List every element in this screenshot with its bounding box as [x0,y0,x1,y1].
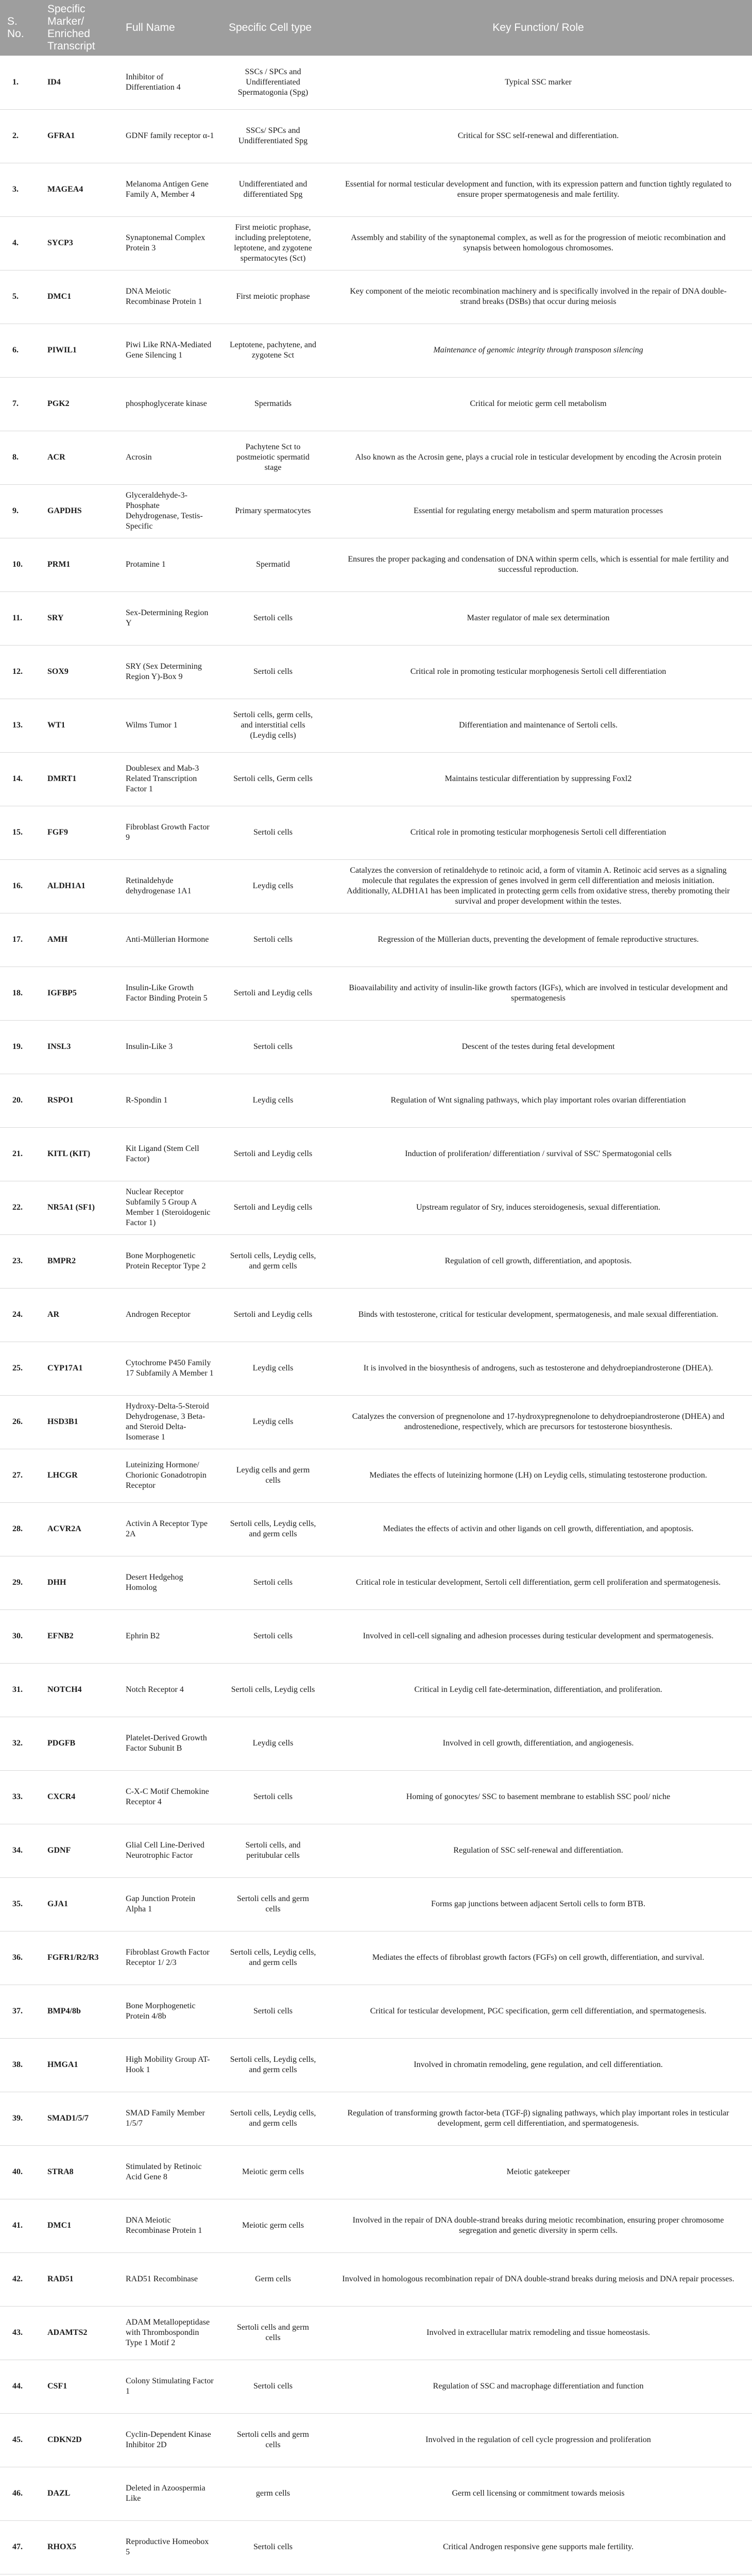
full-name: Anti-Müllerian Hormone [126,935,209,944]
row-number: 33. [12,1792,23,1801]
full-name: R-Spondin 1 [126,1096,168,1105]
full-name: ADAM Metallopeptidase with Thrombospondin Type 1 Motif 2 [126,2318,210,2347]
full-name: C-X-C Motif Chemokine Receptor 4 [126,1787,209,1806]
key-function: Typical SSC marker [505,77,572,87]
header-row [0,0,752,56]
marker-symbol [40,2574,118,2576]
table-row [0,1395,752,1449]
table-row [0,752,752,806]
table-row [0,431,752,484]
table-row [0,699,752,752]
table-row [0,2360,752,2413]
full-name: Androgen Receptor [126,1310,191,1319]
cell-type: Sertoli and Leydig cells [233,1149,313,1158]
row-number: 36. [12,1953,23,1962]
key-function: Catalyzes the conversion of retinaldehyde to retinoic acid, a form of vitamin A. Retinoic acid serves as a signaling molecule that regulates the expression of genes involved in germ cell differentiation and meiosis initiation. Additionally, ALDH1A1 has been implicated in protecting germ cells from oxidative stress, thereby promoting their survival and proper development within the testes. [347,866,730,906]
cell-type: Sertoli cells, Leydig cells, and germ cells [230,1519,316,1538]
marker-symbol: MAGEA4 [47,185,83,194]
full-name: Colony Stimulating Factor 1 [126,2377,214,2396]
row-number: 46. [12,2489,23,2498]
marker-symbol: BMP4/8b [47,2007,81,2015]
full-name: DNA Meiotic Recombinase Protein 1 [126,287,202,306]
key-function: Critical role in promoting testicular morphogenesis Sertoli cell differentiation [410,828,666,837]
table-row [0,645,752,699]
key-function: It is involved in the biosynthesis of androgens, such as testosterone and dehydroepiandrosterone (DHEA). [363,1364,713,1372]
full-name: Sex-Determining Region Y [126,608,209,628]
cell-type: Meiotic germ cells [242,2221,304,2230]
row-number: 22. [12,1203,23,1212]
header-key-function: Key Function/ Role [492,22,584,33]
key-function: Involved in cell growth, differentiation, and angiogenesis. [442,1739,634,1748]
cell-type: First meiotic prophase, including preleptotene, leptotene, and zygotene spermatocytes (Sct) [234,223,312,263]
row-number: 20. [12,1096,23,1105]
cell-type: Sertoli cells [253,667,293,676]
table-row [0,2252,752,2306]
marker-symbol: ACR [47,453,65,462]
cell-type: Sertoli cells [253,935,293,944]
cell-type: Spermatid [256,560,290,569]
cell-type: Sertoli cells, Leydig cells, and germ cells [230,1251,316,1270]
table-row [0,2038,752,2092]
marker-symbol: GJA1 [47,1900,68,1908]
full-name: Notch Receptor 4 [126,1685,184,1694]
cell-type [221,2574,324,2576]
cell-type: Sertoli and Leydig cells [233,989,313,997]
cell-type: Sertoli cells, Leydig cells, and germ cells [230,2109,316,2128]
table-row [0,1824,752,1877]
marker-symbol: IGFBP5 [47,989,77,997]
cell-type: SSCs/ SPCs and Undifferentiated Spg [238,126,308,145]
key-function: Critical for SSC self-renewal and differentiation. [457,131,619,140]
marker-symbol: CDKN2D [47,2435,82,2444]
marker-symbol: RAD51 [47,2275,74,2283]
marker-symbol: DMC1 [47,292,72,301]
cell-type: First meiotic prophase [236,292,310,301]
full-name: DNA Meiotic Recombinase Protein 1 [126,2216,202,2235]
row-number: 35. [12,1900,23,1908]
cell-type: Leydig cells [252,1739,294,1748]
key-function: Regulation of cell growth, differentiation, and apoptosis. [445,1257,632,1265]
cell-type: Sertoli cells, Leydig cells [231,1685,315,1694]
marker-symbol: BMPR2 [47,1257,76,1265]
full-name: Acrosin [126,453,152,462]
cell-type: Undifferentiated and differentiated Spg [238,180,307,199]
table-row [0,967,752,1020]
table-row [0,591,752,645]
key-function: Regulation of Wnt signaling pathways, which play important roles ovarian differentiation [390,1096,686,1105]
key-function: Involved in extracellular matrix remodeling and tissue homeostasis. [426,2328,650,2337]
row-number: 30. [12,1632,23,1640]
full-name: Desert Hedgehog Homolog [126,1573,183,1592]
row-number: 2. [12,131,19,140]
table-row [0,1288,752,1342]
marker-symbol: HMGA1 [47,2060,78,2069]
key-function: Critical in Leydig cell fate-determination, differentiation, and proliferation. [414,1685,662,1694]
row-number: 24. [12,1310,23,1319]
cell-type: Leydig cells [252,1417,294,1426]
table-row [0,324,752,377]
key-function: Critical for testicular development, PGC specification, germ cell differentiation, and spermatogenesis. [370,2007,707,2015]
full-name: Cyclin-Dependent Kinase Inhibitor 2D [126,2430,211,2449]
cell-type: Sertoli cells, Leydig cells, and germ cells [230,2055,316,2074]
cell-type: SSCs / SPCs and Undifferentiated Spermatogonia (Spg) [237,67,309,97]
marker-symbol: SOX9 [47,667,69,676]
key-function: Involved in homologous recombination repair of DNA double-strand breaks during meiosis and DNA repair processes. [342,2275,734,2283]
key-function [324,2574,752,2576]
row-number: 41. [12,2221,23,2230]
full-name: Fibroblast Growth Factor 9 [126,823,210,842]
row-number: 12. [12,667,23,676]
full-name: Activin A Receptor Type 2A [126,1519,208,1538]
table-row [0,216,752,270]
row-number: 4. [12,239,19,247]
key-function: Critical Androgen responsive gene supports male fertility. [443,2543,634,2551]
marker-symbol: GAPDHS [47,506,82,515]
table-row [0,2413,752,2467]
key-function: Bioavailability and activity of insulin-like growth factors (IGFs), which are involved in testicular development and spermatogenesis [349,984,728,1003]
cell-type: Sertoli cells and germ cells [237,2430,309,2449]
table-row [0,1877,752,1931]
key-function: Regulation of transforming growth factor-beta (TGF-β) signaling pathways, which play important roles in testicular development, germ cell differentiation, and spermatogenesis. [347,2109,729,2128]
marker-symbol: HSD3B1 [47,1417,78,1426]
cell-type: Sertoli cells [253,828,293,837]
table-row [0,1020,752,1074]
full-name: RAD51 Recombinase [126,2275,198,2283]
cell-type: Sertoli cells [253,614,293,622]
marker-symbol: ACVR2A [47,1524,81,1533]
key-function: Meiotic gatekeeper [506,2167,570,2176]
cell-type: Sertoli cells, Germ cells [233,774,313,783]
full-name: High Mobility Group AT-Hook 1 [126,2055,210,2074]
cell-type: Sertoli cells [253,2382,293,2391]
table-row [0,2467,752,2520]
table-row [0,1502,752,1556]
row-number: 23. [12,1257,23,1265]
row-number: 11. [12,614,23,622]
table-row [0,2306,752,2360]
cell-type: Germ cells [255,2275,291,2283]
table-header [0,0,752,56]
marker-symbol: EFNB2 [47,1632,74,1640]
row-number: 5. [12,292,19,301]
full-name: Fibroblast Growth Factor Receptor 1/ 2/3 [126,1948,210,1967]
full-name: Luteinizing Hormone/ Chorionic Gonadotropin Receptor [126,1461,207,1490]
row-number: 34. [12,1846,23,1855]
table-row [0,2520,752,2574]
row-number: 32. [12,1739,23,1748]
full-name: Retinaldehyde dehydrogenase 1A1 [126,876,192,895]
cell-type: Primary spermatocytes [235,506,311,515]
full-name: Insulin-Like Growth Factor Binding Protein 5 [126,984,208,1003]
table-row [0,2092,752,2145]
key-function: Involved in cell-cell signaling and adhesion processes during testicular development and spermatogenesis. [363,1632,714,1640]
table-row [0,163,752,216]
key-function: Homing of gonocytes/ SSC to basement membrane to establish SSC pool/ niche [406,1792,671,1801]
full-name: Glial Cell Line-Derived Neurotrophic Factor [126,1841,204,1860]
table-row [0,1127,752,1181]
full-name: Doublesex and Mab-3 Related Transcription Factor 1 [126,764,199,793]
table-row [0,1985,752,2038]
table-row [0,2574,752,2576]
row-number: 25. [12,1364,23,1372]
table-row [0,806,752,859]
key-function: Catalyzes the conversion of pregnenolone and 17-hydroxypregnenolone to dehydroepiandrosterone (DHEA) and androstenedione, respectively, which are precursors for testosterone biosynthesis. [352,1412,725,1431]
row-number: 28. [12,1524,23,1533]
cell-type: Sertoli cells [253,2543,293,2551]
marker-symbol: DHH [47,1578,66,1587]
key-function: Mediates the effects of fibroblast growth factors (FGFs) on cell growth, differentiation, and survival. [372,1953,705,1962]
full-name: Bone Morphogenetic Protein 4/8b [126,2002,196,2021]
full-name [118,2574,221,2576]
marker-symbol: SRY [47,614,64,622]
marker-symbol: WT1 [47,721,65,730]
key-function: Regulation of SSC self-renewal and differentiation. [453,1846,623,1855]
marker-symbol: FGFR1/R2/R3 [47,1953,99,1962]
marker-symbol: NR5A1 (SF1) [47,1203,95,1212]
table-row [0,1234,752,1288]
marker-symbol: DAZL [47,2489,71,2498]
table-row [0,109,752,163]
table-row [0,913,752,967]
cell-type: Spermatids [254,399,292,408]
key-function: Mediates the effects of luteinizing hormone (LH) on Leydig cells, stimulating testosterone production. [369,1471,707,1480]
row-number: 27. [12,1471,23,1480]
key-function: Master regulator of male sex determination [467,614,610,622]
marker-symbol: GDNF [47,1846,71,1855]
key-function: Maintenance of genomic integrity through transposon silencing [433,346,643,354]
full-name: GDNF family receptor α-1 [126,131,214,140]
key-function: Involved in chromatin remodeling, gene regulation, and cell differentiation. [414,2060,663,2069]
row-number: 31. [12,1685,23,1694]
table-row [0,270,752,324]
table-row [0,1556,752,1609]
row-number: 8. [12,453,19,462]
key-function: Key component of the meiotic recombination machinery and is specifically involved in the repair of DNA double-strand breaks (DSBs) that occur during meiosis [350,287,727,306]
table-row [0,538,752,591]
table-row [0,1609,752,1663]
full-name: Stimulated by Retinoic Acid Gene 8 [126,2162,202,2181]
full-name: SRY (Sex Determining Region Y)-Box 9 [126,662,202,681]
cell-type: Meiotic germ cells [242,2167,304,2176]
cell-type: Sertoli cells [253,1632,293,1640]
marker-symbol: CYP17A1 [47,1364,83,1372]
row-number: 10. [12,560,23,569]
key-function: Upstream regulator of Sry, induces steroidogenesis, sexual differentiation. [416,1203,661,1212]
row-number: 6. [12,346,19,354]
marker-symbol: SYCP3 [47,239,73,247]
table-row [0,1342,752,1395]
key-function: Germ cell licensing or commitment towards meiosis [452,2489,625,2498]
table-row [0,2199,752,2252]
marker-symbol: FGF9 [47,828,68,837]
row-number: 13. [12,721,23,730]
marker-symbol: GFRA1 [47,131,75,140]
full-name: SMAD Family Member 1/5/7 [126,2109,205,2128]
key-function: Critical role in testicular development, Sertoli cell differentiation, germ cell proliferation and spermatogenesis. [355,1578,721,1587]
key-function: Critical role in promoting testicular morphogenesis Sertoli cell differentiation [410,667,666,676]
key-function: Critical for meiotic germ cell metabolism [470,399,607,408]
table-row [0,1931,752,1985]
full-name: Protamine 1 [126,560,166,569]
marker-symbol: DMC1 [47,2221,72,2230]
cell-type: Sertoli cells [253,1792,293,1801]
full-name: Platelet-Derived Growth Factor Subunit B [126,1734,207,1753]
marker-symbol: PDGFB [47,1739,76,1748]
row-number: 21. [12,1149,23,1158]
full-name: Piwi Like RNA-Mediated Gene Silencing 1 [126,341,212,360]
full-name: Kit Ligand (Stem Cell Factor) [126,1144,199,1163]
table-row [0,377,752,431]
key-function: Forms gap junctions between adjacent Sertoli cells to form BTB. [431,1900,645,1908]
key-function: Ensures the proper packaging and condensation of DNA within sperm cells, which is essential for male fertility and successful reproduction. [348,555,729,574]
row-number: 1. [12,77,19,87]
marker-symbol: RSPO1 [47,1096,74,1105]
cell-type: Leydig cells [252,882,294,890]
cell-type: Sertoli cells [253,2007,293,2015]
row-number: 14. [12,774,23,783]
cell-type: Leydig cells [252,1096,294,1105]
row-number: 40. [12,2167,23,2176]
key-function: Regulation of SSC and macrophage differentiation and function [433,2382,644,2391]
row-number: 18. [12,989,23,997]
row-number: 7. [12,399,19,408]
row-number: 17. [12,935,23,944]
header-sno: S. No. [7,15,24,40]
table-row [0,1663,752,1717]
full-name: Melanoma Antigen Gene Family A, Member 4 [126,180,209,199]
marker-symbol: CXCR4 [47,1792,76,1801]
key-function: Also known as the Acrosin gene, plays a crucial role in testicular development by encoding the Acrosin protein [355,453,722,462]
cell-type: Sertoli and Leydig cells [233,1203,313,1212]
full-name: Cytochrome P450 Family 17 Subfamily A Member 1 [126,1359,214,1378]
cell-type: Pachytene Sct to postmeiotic spermatid stage [236,443,310,472]
header-cell-type: Specific Cell type [229,22,312,33]
row-number: 3. [12,185,19,194]
full-name: Inhibitor of Differentiation 4 [126,72,181,92]
row-number: 37. [12,2007,23,2015]
cell-type: Sertoli cells, Leydig cells, and germ cells [230,1948,316,1967]
cell-type: Sertoli cells and germ cells [237,1894,309,1913]
key-function: Binds with testosterone, critical for testicular development, spermatogenesis, and male sexual differentiation. [358,1310,719,1319]
marker-symbol: PRM1 [47,560,71,569]
cell-type: Sertoli cells [253,1578,293,1587]
row-number: 9. [12,506,19,515]
row-number: 29. [12,1578,23,1587]
marker-symbol: STRA8 [47,2167,74,2176]
cell-type: Sertoli and Leydig cells [233,1310,313,1319]
key-function: Maintains testicular differentiation by suppressing Foxl2 [445,774,632,783]
row-number: 45. [12,2435,23,2444]
row-number: 39. [12,2114,23,2123]
key-function: Descent of the testes during fetal development [462,1042,615,1051]
table-row [0,484,752,538]
key-function: Regression of the Müllerian ducts, preventing the development of female reproductive structures. [378,935,699,944]
row-number: 38. [12,2060,23,2069]
table-row [0,1770,752,1824]
marker-symbol: INSL3 [47,1042,71,1051]
key-function: Essential for regulating energy metabolism and sperm maturation processes [413,506,663,515]
cell-type: Leydig cells and germ cells [236,1466,310,1485]
table-row [0,1449,752,1502]
row-number: 19. [12,1042,23,1051]
marker-symbol: KITL (KIT) [47,1149,91,1158]
marker-symbol: ALDH1A1 [47,882,86,890]
table-row [0,56,752,109]
full-name: Nuclear Receptor Subfamily 5 Group A Member 1 (Steroidogenic Factor 1) [126,1188,211,1227]
marker-symbol: ID4 [47,77,61,87]
cell-type: Leydig cells [252,1364,294,1372]
row-number [0,2574,40,2576]
table-row [0,1181,752,1234]
key-function: Differentiation and maintenance of Sertoli cells. [458,721,618,730]
full-name: Hydroxy-Delta-5-Steroid Dehydrogenase, 3 Beta- and Steroid Delta-Isomerase 1 [126,1402,209,1442]
full-name: Deleted in Azoospermia Like [126,2484,206,2503]
row-number: 42. [12,2275,23,2283]
row-number: 15. [12,828,23,837]
key-function: Assembly and stability of the synaptonemal complex, as well as for the progression of meiotic recombination and synapsis between homologous chromosomes. [351,233,726,252]
table-row [0,1074,752,1127]
table-row [0,1717,752,1770]
full-name: Insulin-Like 3 [126,1042,173,1051]
marker-symbol: RHOX5 [47,2543,76,2551]
key-function: Involved in the regulation of cell cycle progression and proliferation [425,2435,651,2444]
marker-symbol: SMAD1/5/7 [47,2114,89,2123]
cell-type: Sertoli cells, and peritubular cells [245,1841,301,1860]
full-name: Bone Morphogenetic Protein Receptor Type 2 [126,1251,206,1270]
full-name: Ephrin B2 [126,1632,160,1640]
key-function: Involved in the repair of DNA double-strand breaks during meiotic recombination, ensuring proper chromosome segregation and genetic diversity in sperm cells. [352,2216,724,2235]
full-name: Wilms Tumor 1 [126,721,178,730]
marker-symbol: AR [47,1310,60,1319]
cell-type: Sertoli cells and germ cells [237,2323,309,2342]
full-name: Reproductive Homeobox 5 [126,2537,209,2556]
cell-type: Leptotene, pachytene, and zygotene Sct [230,341,316,360]
full-name: Synaptonemal Complex Protein 3 [126,233,206,252]
cell-type: germ cells [255,2489,290,2498]
row-number: 43. [12,2328,23,2337]
header-marker: Specific Marker/ Enriched Transcript [47,3,95,52]
key-function: Essential for normal testicular development and function, with its expression pattern and function tightly regulated to ensure proper spermatogenesis and male fertility. [345,180,732,199]
marker-symbol: AMH [47,935,68,944]
table-body [0,56,752,2576]
row-number: 26. [12,1417,23,1426]
key-function: Mediates the effects of activin and other ligands on cell growth, differentiation, and apoptosis. [383,1524,694,1533]
marker-symbol: NOTCH4 [47,1685,82,1694]
table-row [0,859,752,913]
row-number: 16. [12,882,23,890]
marker-symbol: LHCGR [47,1471,78,1480]
row-number: 47. [12,2543,23,2551]
full-name: phosphoglycerate kinase [126,399,207,408]
cell-type: Sertoli cells, germ cells, and interstitial cells (Leydig cells) [233,710,313,740]
table-row [0,2145,752,2199]
full-name: Glyceraldehyde-3-Phosphate Dehydrogenase, Testis-Specific [126,491,203,531]
marker-symbol: DMRT1 [47,774,77,783]
header-full-name: Full Name [126,22,175,33]
row-number: 44. [12,2382,23,2391]
marker-symbol: ADAMTS2 [47,2328,88,2337]
marker-symbol: PIWIL1 [47,346,77,354]
marker-symbol: PGK2 [47,399,70,408]
cell-type: Sertoli cells [253,1042,293,1051]
key-function: Induction of proliferation/ differentiation / survival of SSC' Spermatogonial cells [405,1149,672,1158]
full-name: Gap Junction Protein Alpha 1 [126,1894,196,1913]
marker-symbol: CSF1 [47,2382,67,2391]
